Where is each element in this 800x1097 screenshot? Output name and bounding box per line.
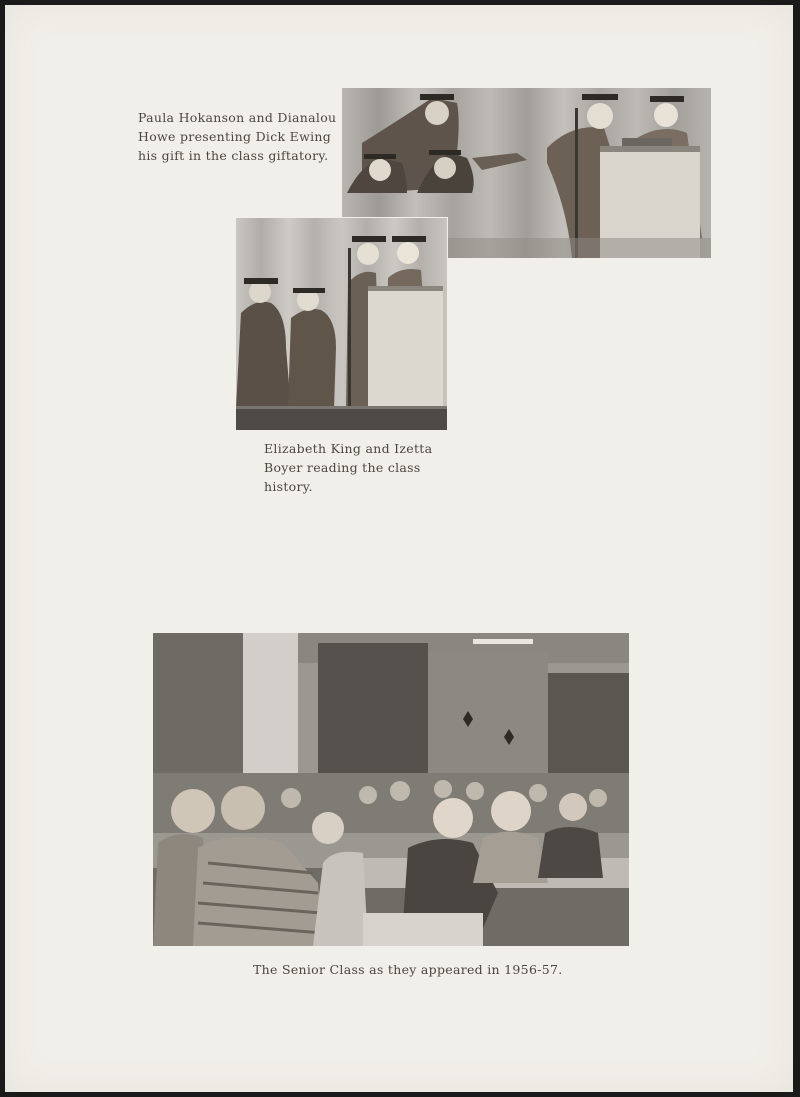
caption-line: Howe presenting Dick Ewing xyxy=(138,129,332,144)
caption-line: his gift in the class giftatory. xyxy=(138,148,329,163)
caption-line: The Senior Class as they appeared in 1956-57. xyxy=(253,962,563,977)
caption-class-history xyxy=(264,439,432,496)
caption-line: Boyer reading the class xyxy=(264,460,421,475)
photo-class-history xyxy=(235,217,448,431)
caption-giftatory xyxy=(138,108,336,165)
photo-senior-class xyxy=(153,633,629,946)
yearbook-page xyxy=(5,5,793,1092)
caption-senior-class xyxy=(253,960,563,979)
caption-line: Elizabeth King and Izetta xyxy=(264,441,433,456)
caption-line: history. xyxy=(264,479,313,494)
caption-line: Paula Hokanson and Dianalou xyxy=(138,110,337,125)
